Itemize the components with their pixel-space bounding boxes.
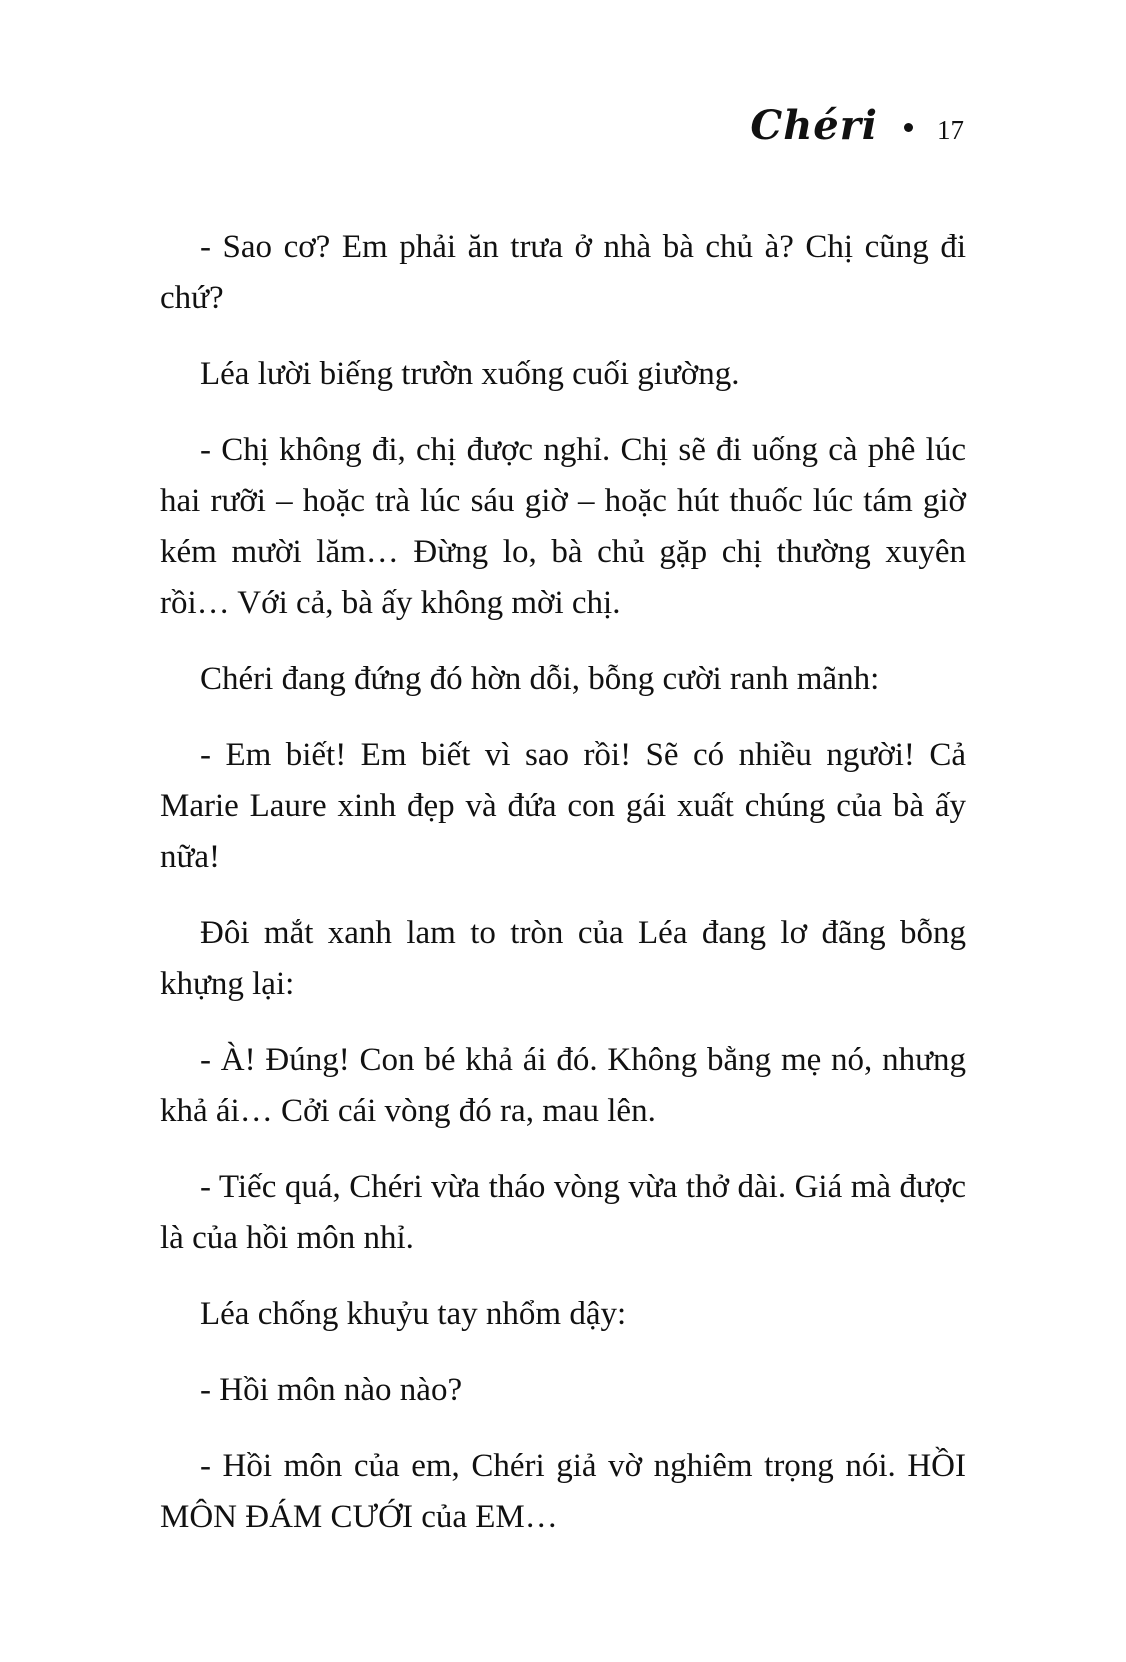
running-header: [750, 102, 964, 149]
paragraph: - Tiếc quá, Chéri vừa tháo vòng vừa thở dài. Giá mà được là của hồi môn nhỉ.: [160, 1169, 966, 1256]
page-number: 17: [937, 115, 964, 145]
paragraph: Léa chống khuỷu tay nhổm dậy:: [200, 1296, 627, 1332]
body-text: [160, 222, 966, 1543]
paragraph: - À! Đúng! Con bé khả ái đó. Không bằng mẹ nó, nhưng khả ái… Cởi cái vòng đó ra, mau lên.: [160, 1042, 966, 1129]
bullet-separator: [904, 123, 913, 132]
paragraph: Léa lười biếng trườn xuống cuối giường.: [200, 356, 740, 392]
paragraph: - Hồi môn nào nào?: [200, 1372, 463, 1408]
paragraph: Đôi mắt xanh lam to tròn của Léa đang lơ đãng bỗng khựng lại:: [160, 915, 966, 1002]
paragraph: Chéri đang đứng đó hờn dỗi, bỗng cười ranh mãnh:: [200, 661, 880, 697]
paragraph: - Chị không đi, chị được nghỉ. Chị sẽ đi uống cà phê lúc hai rưỡi – hoặc trà lúc sáu giờ – hoặc hút thuốc lúc tám giờ kém mười lăm… Đừng lo, bà chủ gặp chị thường xuyên rồi… Với cả, bà ấy không mời chị.: [160, 432, 966, 621]
paragraph: - Sao cơ? Em phải ăn trưa ở nhà bà chủ à? Chị cũng đi chứ?: [160, 229, 966, 316]
book-title: Chéri: [750, 102, 878, 149]
paragraph: - Hồi môn của em, Chéri giả vờ nghiêm trọng nói. HỒI MÔN ĐÁM CƯỚI của EM…: [160, 1448, 966, 1535]
paragraph: - Em biết! Em biết vì sao rồi! Sẽ có nhiều người! Cả Marie Laure xinh đẹp và đứa con gái xuất chúng của bà ấy nữa!: [160, 737, 966, 875]
